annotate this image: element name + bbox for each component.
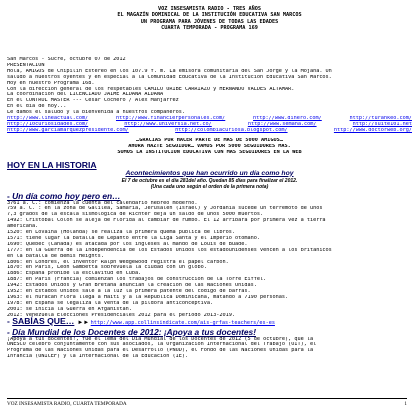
gracias-line-2: AHORA HAZTE SEGUIDOR… VAMOS POR 5000 SEGUIDORES MÁS. [128,143,291,149]
header-line-1: VOZ INSESAMISTA RADIO - TRES AÑOS [157,6,262,12]
event-line: 3761 a. C.: comienza la cuenta del calendario hebreo moderno. [7,200,198,206]
event-line: americana. [7,224,39,230]
event-line: 1870: en París, León Gambetta sobrevuela la ciudad con un globo. [7,265,207,271]
event-line: 1963: el huracán Flora llega a Haití y a la República Dominicana, matando a 7190 personas. [7,295,289,300]
link-semana[interactable]: http://www.semana.com/ [247,121,317,127]
event-line: 1520: en Lovaina (Holanda) se realiza la primera quema pública de libros. [7,230,235,236]
gracias-line-3: SOMOS LA INSTITUCIÓN EDUCATIVA CON MÁS SEGUIDORES EN LA WEB [117,149,302,155]
event-line: 1777: en la Guerra de la Independencia de los Estados Unidos los estadounidenses vencen a los británicos [7,247,332,253]
link-doctorweb[interactable]: http://www.doctorweb.org/ [333,127,412,133]
event-line: 759 a. C. : en la zona de Galilea, Samaria, Jerusalén (Israel) y Jordania sucede un terremoto de unos [7,206,323,212]
coordinacion-line: La coordinación del LICENCIADO JAIME ALDANA ALDANA [7,92,164,98]
page-footer [7,398,407,408]
en-el-dia-line: En el día de hoy... [7,104,67,110]
gracias-line-1: …GRACIAS POR HACER PARTE DE MÁS DE 5000 AMIGOS… [136,137,283,143]
footer-title: VOZ INSESAMISTA RADIO, CUARTA TEMPORADA [7,401,127,407]
event-line: 1887: en París (Francia) comienzan los trabajos de construcción de la Torre Eiffel. [7,277,267,283]
header-line-4: CUARTA TEMPORADA - PROGRAMA 169 [161,25,258,32]
event-line: 2012: Venezuela Elecciones Presidenciales 2012 para el período 2013-2019. [7,312,235,318]
date-line: San Marcos - Sucre, octubre 07 de 2012 [7,57,126,62]
event-line: 1492: Cristóbal Colón se aleja de Florida al cambiar de rumbo. El 12 arribará por primera vez a tierra [7,218,326,224]
intro-para-line: Hola, AMIGOS de Chipilín Estéreo en los 107.9 f. m. La emisora comunitaria del San Jorge y la Mojana. Un [7,68,332,74]
direccion-line: Con la dirección general de los respetables CAMILO URIBE CARRIAZO y HERNANDO VALDES ALTAMAR. [7,86,295,92]
docentes-para-line: ¡Apoya a tus docentes!, fue el lema del Día Mundial de los Docentes de 2012 (5 de octubre), que la [7,336,314,342]
header-line-3: UN PROGRAMA PARA JÓVENES DE TODAS LAS EDADES [140,18,279,25]
docentes-para-line: Infancia (UNICEF) y la Internacional de la Educación (IE). [7,354,189,360]
link-financierpersonales[interactable]: http://www.financierpersonales.com/ [115,116,226,122]
historia-note: (Una cada uno según el orden de la primera nota) [150,183,269,190]
link-garciamarquez[interactable]: http://www.garciamarquezpresidente.com/ [7,127,129,133]
intro-para-line: saludo a nuestros oyentes y en especial a la Comunidad Educativa de la Institución Educativa San Marcos. [7,74,332,80]
link-turankeo[interactable]: http://turankeo.com/ [349,116,412,122]
docentes-para-line: Programa de las Naciones Unidas para el Desarrollo (PNUD), el Fondo de las Naciones Unidas para la [7,348,314,354]
event-line: 1886: España prohíbe la esclavitud en Cuba. [7,271,142,277]
bienvenida-line: Le damos el saludo y la bienvenida a nuestros compañeros. [7,110,186,116]
event-line: 1806: en Londres, el inventor Ralph Wedgewood registra el papel carbón. [7,259,229,265]
intro-para-line: Hoy en nuestro Programa 168. [7,80,95,86]
link-suite101[interactable]: http://suite101.net [352,121,412,127]
control-line: En el CONTROL MASTER --- César Cochero / Alex Manjarrez [7,98,179,104]
document-body [7,57,412,360]
sabias-link[interactable]: http://www.app.collinsindicate.com/ais-grfas-teachers/es-es [90,319,275,326]
sabias-label: SABÍAS QUE… [12,315,75,326]
event-line: 1942: Estados Unidos y Gran Bretaña anuncian la creación de las Naciones Unidas. [7,283,257,289]
event-line: 1571: tiene lugar la batalla de Lepanto entre la Liga Santa y el Imperio otomano. [7,235,260,241]
docentes-title: - Día Mundial de los Docentes de 2012: ¡Apoya a tus docentes! [7,326,256,337]
links-row-3 [7,128,412,134]
link-universia[interactable]: http://www.universia.net.co/ [124,121,212,127]
event-line: 7,3 grados de la escala sismológica de Richter deja un saldo de unos 5000 muertos. [7,212,264,218]
historia-title: HOY EN LA HISTORIA [7,159,97,170]
page-number: 1 [404,401,407,407]
document-header [70,6,349,32]
link-dinero[interactable]: http://www.dinero.com/ [253,116,322,122]
event-line: 1952: en Estados Unidos sale a la luz la primera patente del código de barras. [7,289,251,295]
event-line: 1978: en España se legaliza la venta de la píldora anticonceptiva. [7,300,214,306]
header-line-2: EL MAGAZÍN DOMINICAL DE LA INSTITUCIÓN EDUCATIVA SAN MARCOS [117,12,302,19]
link-colombiacuriosa[interactable]: http://colombiacuriosa.blogspot.com/ [175,127,288,133]
event-line: 2001: se inicia la Guerra en Afganistán. [7,306,132,312]
docentes-para-line: UNESCO celebró conjuntamente con sus asociados, la Organización Internacional del Trabajo (OIT), el [7,342,317,348]
presentacion-label: PRESENTACION [7,62,45,68]
link-lineactual[interactable]: http://www.lineactual.com/ [7,116,89,122]
event-line: 1690: Quebec (Canadá) es atacada por los ingleses al mando de Louis de Buade. [7,241,248,247]
historia-announcement: Acontecimientos que han ocurrido un día como hoy [125,169,294,177]
link-10curiosidades[interactable]: http://10curiosidades.com/ [7,121,89,127]
event-line: en la batalla de Bemis Heights. [7,253,104,259]
double-arrow-icon: ►► [77,319,90,326]
un-dia-title: - Un día como hoy pero en… [7,190,121,201]
historia-subtitle: El 7 de octubre es el día 281del año. Quedan 85 días para finalizar el 2012. [121,177,298,184]
sabias-row: - SABÍAS QUE… ►► http://www.app.collinsindicate.com/ais-grfas-teachers/es-es [7,315,275,326]
